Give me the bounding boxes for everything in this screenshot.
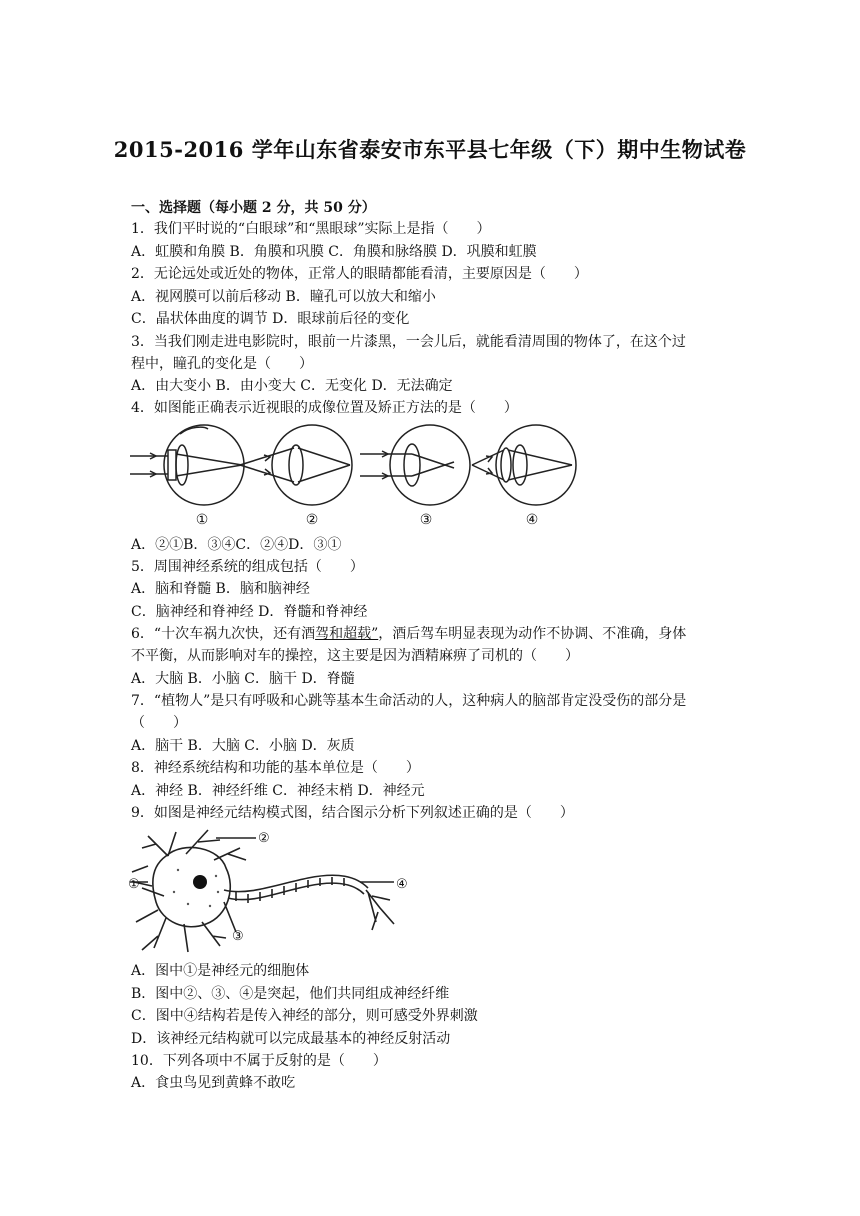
page-title: 2015-2016 学年山东省泰安市东平县七年级（下）期中生物试卷 [113, 137, 747, 162]
question-line: 8．神经系统结构和功能的基本单位是（ ） [131, 760, 420, 776]
eye-diagram-4 [472, 425, 576, 505]
question-line: （ ） [131, 715, 187, 731]
question-line: 3．当我们刚走进电影院时，眼前一片漆黑，一会儿后，就能看清周围的物体了，在这个过 [131, 334, 686, 350]
eye-label-4: ④ [525, 512, 539, 528]
question-line: A．由大变小 B．由小变大 C．无变化 D．无法确定 [131, 378, 453, 394]
q6-text-post: ，酒后驾车明显表现为动作不协调、不准确，身体 [378, 626, 687, 642]
neuron-label-2: ② [258, 831, 270, 846]
question-line [131, 624, 686, 644]
question-line: 2．无论远处或近处的物体，正常人的眼睛都能看清，主要原因是（ ） [131, 266, 588, 282]
question-line: A．神经 B．神经纤维 C．神经末梢 D．神经元 [131, 783, 425, 799]
question-line: C．图中④结构若是传入神经的部分，则可感受外界刺激 [131, 1008, 478, 1024]
answer-options: A．②①B．③④C．②④D．③① [131, 537, 342, 553]
question-line: A．视网膜可以前后移动 B．瞳孔可以放大和缩小 [131, 289, 436, 305]
section-heading: 一、选择题（每小题 2 分，共 50 分） [131, 200, 376, 216]
question-line: A．图中①是神经元的细胞体 [131, 963, 310, 979]
eye-diagram-1 [130, 425, 244, 505]
question-line: 1．我们平时说的“白眼球”和“黑眼球”实际上是指（ ） [131, 221, 491, 237]
question-line: 4．如图能正确表示近视眼的成像位置及矫正方法的是（ ） [131, 400, 518, 416]
question-line: C．晶状体曲度的调节 D．眼球前后径的变化 [131, 311, 410, 327]
question-line: A．食虫鸟见到黄蜂不敢吃 [131, 1075, 296, 1091]
eye-diagram-3 [360, 425, 470, 505]
question-line: C．脑神经和脊神经 D．脊髓和脊神经 [131, 604, 368, 620]
eye-diagram-2 [240, 425, 352, 505]
question-line: 不平衡，从而影响对车的操控，这主要是因为酒精麻痹了司机的（ ） [131, 648, 579, 664]
question-line: B．图中②、③、④是突起，他们共同组成神经纤维 [131, 986, 450, 1002]
question-line: 7．“植物人”是只有呼吸和心跳等基本生命活动的人，这种病人的脑部肯定没受伤的部分是 [131, 693, 687, 709]
question-line: 程中，瞳孔的变化是（ ） [131, 356, 313, 372]
eye-label-1: ① [195, 512, 209, 528]
question-line: 5．周围神经系统的组成包括（ ） [131, 559, 364, 575]
question-line: A．脑干 B．大脑 C．小脑 D．灰质 [131, 738, 355, 754]
neuron-label-3: ③ [232, 929, 244, 944]
question-line: D．该神经元结构就可以完成最基本的神经反射活动 [131, 1031, 451, 1047]
question-line: 9．如图是神经元结构模式图，结合图示分析下列叙述正确的是（ ） [131, 805, 574, 821]
neuron-label-1: ① [128, 877, 140, 892]
question-line: 10．下列各项中不属于反射的是（ ） [131, 1053, 387, 1069]
question-line: A．虹膜和角膜 B．角膜和巩膜 C．角膜和脉络膜 D．巩膜和虹膜 [131, 244, 537, 260]
eye-label-3: ③ [419, 512, 433, 528]
neuron-diagram-figure [128, 826, 418, 960]
q6-text-pre: 6．“十次车祸九次快，还有酒 [131, 626, 316, 642]
q6-underlined-text: 驾和超载” [315, 626, 379, 642]
question-line: A．大脑 B．小脑 C．脑干 D．脊髓 [131, 671, 355, 687]
question-line: A．脑和脊髓 B．脑和脑神经 [131, 581, 310, 597]
neuron-label-4: ④ [396, 877, 408, 892]
eye-label-2: ② [305, 512, 319, 528]
eye-diagrams-figure [128, 420, 578, 532]
